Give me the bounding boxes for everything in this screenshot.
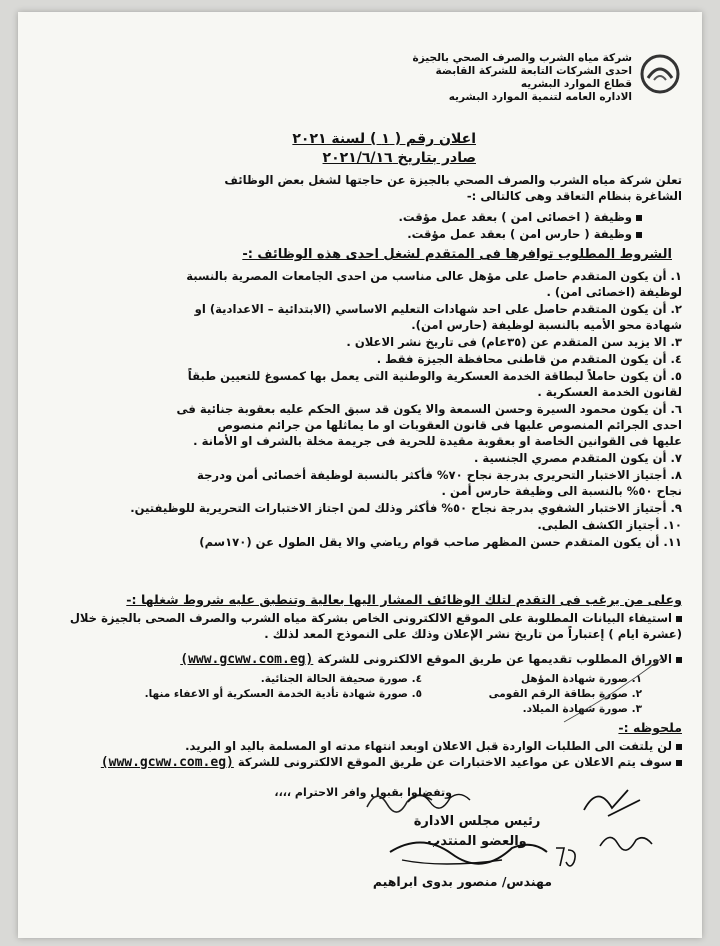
condition-line: شهادة محو الأميه بالنسبة لوظيفة (حارس امن). [411, 318, 682, 332]
job-item [82, 226, 642, 243]
job-label: وظيفة ( اخصائى امن ) بعقد عمل مؤقت. [398, 210, 632, 224]
document-item: ١. صورة شهادة المؤهل [521, 673, 642, 685]
job-label: وظيفة ( حارس امن ) بعقد عمل مؤقت. [407, 227, 632, 241]
intro-line: الشاغرة بنظام التعاقد وهى كالتالى :- [466, 189, 682, 203]
document-item: ٣. صورة شهادة الميلاد. [522, 703, 642, 715]
bullet-icon [636, 232, 642, 238]
handwritten-signature-icon [578, 780, 648, 826]
condition-item [32, 301, 682, 333]
note-text: لن يلتفت الى الطلبات الواردة قبل الاعلان اوبعد انتهاء مدته او المسلمة باليد او البريد. [185, 739, 672, 753]
header-line: الاداره العامه لتنمية الموارد البشريه [448, 91, 632, 103]
condition-line: ٦. أن يكون محمود السيرة وحسن السمعة والا يكون قد سبق الحكم عليه بعقوبة جنائية فى [176, 402, 682, 416]
announcement-heading [292, 130, 476, 168]
intro-paragraph [42, 172, 682, 204]
condition-item [32, 334, 682, 350]
conditions-title: الشروط المطلوب توافرها فى المتقدم لشغل احدى هذه الوظائف :- [242, 247, 672, 262]
handwritten-mark-icon [552, 842, 582, 872]
handwritten-scribble-icon [558, 652, 668, 732]
signature-title: والعضو المنتدب [427, 834, 527, 849]
handwritten-signature-icon [596, 824, 656, 858]
note-item [32, 754, 682, 771]
announcement-date: صادر بتاريخ ٢٠٢١/٦/١٦ [322, 150, 476, 166]
bullet-icon [676, 744, 682, 750]
closing-line: وتفضلوا بقبول وافر الاحترام ،،،، [274, 786, 452, 799]
condition-line: عليها فى القوانين الخاصة او بعقوبة مقيدة للحرية فى جريمة مخلة بالشرف او الأمانة . [193, 434, 682, 448]
company-header [332, 52, 632, 104]
handwritten-signature-icon [382, 830, 552, 870]
website-link[interactable]: (www.gcww.com.eg) [100, 755, 234, 770]
bullet-icon [676, 657, 682, 663]
conditions-list [32, 268, 682, 551]
document-item: ٢. صورة بطاقة الرقم القومى [488, 688, 642, 700]
condition-line: ١١. أن يكون المتقدم حسن المظهر صاحب قوام رياضي والا يقل الطول عن (١٧٠سم) [199, 535, 682, 549]
announcement-number: اعلان رقم ( ١ ) لسنة ٢٠٢١ [292, 131, 476, 147]
bullet-icon [676, 616, 682, 622]
condition-item [32, 467, 682, 499]
document-item: ٤. صورة صحيفة الحالة الجنائية. [260, 673, 422, 685]
condition-line: لقانون الخدمة العسكرية . [537, 385, 682, 399]
condition-item [32, 401, 682, 449]
apply-line [32, 610, 682, 626]
apply-text: استيفاء البيانات المطلوبة على الموقع الالكترونى الخاص بشركة مياه الشرب والصرف الصحى بالجيزة خلال [69, 611, 672, 625]
document-item: ٥. صورة شهادة تأدية الخدمة العسكرية أو الاعفاء منها. [144, 688, 422, 700]
condition-line: ٢. أن يكون المتقدم حاصل على احد شهادات التعليم الاساسي (الابتدائية – الاعدادية) او [194, 302, 682, 316]
condition-item [32, 500, 682, 516]
website-link[interactable]: (www.gcww.com.eg) [180, 652, 314, 667]
company-logo-icon [638, 52, 682, 96]
apply-paragraph [32, 610, 682, 642]
condition-line: ٣. الا يزيد سن المتقدم عن (٣٥عام) فى تاريخ نشر الاعلان . [346, 335, 682, 349]
documents-label-text: الاوراق المطلوب تقديمها عن طريق الموقع الالكترونى للشركة [317, 652, 672, 666]
condition-line: ٧. أن يكون المتقدم مصري الجنسية . [473, 451, 682, 465]
condition-line: احدى الجرائم المنصوص عليها فى قانون العقوبات او ما يماثلها من جرائم منصوص [217, 418, 682, 432]
condition-item [32, 351, 682, 367]
condition-item [32, 450, 682, 466]
header-line: شركة مياه الشرب والصرف الصحي بالجيزة [412, 52, 632, 64]
intro-line: تعلن شركة مياه الشرب والصرف الصحي بالجيزة عن حاجتها لشغل بعض الوظائف [224, 173, 682, 187]
header-line: قطاع الموارد البشريه [520, 78, 632, 90]
signature-title: رئيس مجلس الادارة [413, 814, 541, 829]
condition-item [32, 534, 682, 550]
notes-title: ملحوظه :- [618, 720, 682, 735]
condition-line: ٩. أجتياز الاختبار الشفوي بدرجة نجاح ٥٠% فأكثر وذلك لمن اجتاز الاختبارات التحريرية للوظيفتين. [130, 501, 682, 515]
condition-line: ٤. أن يكون المتقدم من قاطنى محافظة الجيزة فقط . [376, 352, 682, 366]
jobs-list [82, 209, 642, 243]
bullet-icon [636, 215, 642, 221]
bullet-icon [676, 760, 682, 766]
note-item [32, 738, 682, 754]
notes-list [32, 738, 682, 771]
apply-line: (عشرة ايام ) إعتباراً من تاريخ نشر الإعلان وذلك على النموذج المعد لذلك . [264, 627, 682, 641]
handwritten-signature-icon [404, 784, 474, 814]
condition-item [32, 368, 682, 400]
header-line: احدى الشركات التابعة للشركة القابضة [435, 65, 632, 77]
condition-line: نجاح ٥٠% بالنسبة الى وظيفة حارس أمن . [441, 484, 682, 498]
signatory-name: مهندس/ منصور بدوى ابراهيم [372, 874, 552, 889]
condition-line: لوظيفة (اخصائى امن) . [546, 285, 682, 299]
condition-item [32, 268, 682, 300]
condition-line: ٨. أجتياز الاختبار التحريرى بدرجة نجاح ٧٠% فأكثر بالنسبة لوظيفة أخصائى أمن ودرجة [197, 468, 682, 482]
condition-line: ١. أن يكون المتقدم حاصل على مؤهل عالى مناسب من احدى الجامعات المصرية بالنسبة [186, 269, 682, 283]
condition-item [32, 517, 682, 533]
condition-line: ٥. أن يكون حاملاً لبطاقة الخدمة العسكرية والوطنية التى يعمل بها كمسوغ للتعيين طبقاً [187, 369, 682, 383]
note-text: سوف يتم الاعلان عن مواعيد الاختبارات عن طريق الموقع الالكترونى للشركة [237, 755, 672, 769]
documents-column [82, 672, 422, 702]
document-page [18, 12, 702, 938]
job-item [82, 209, 642, 226]
condition-line: ١٠. أجتياز الكشف الطبى. [537, 518, 682, 532]
apply-title: وعلى من يرغب فى التقدم لتلك الوظائف المشار اليها بعالية وتنطبق عليه شروط شغلها :- [126, 592, 682, 607]
